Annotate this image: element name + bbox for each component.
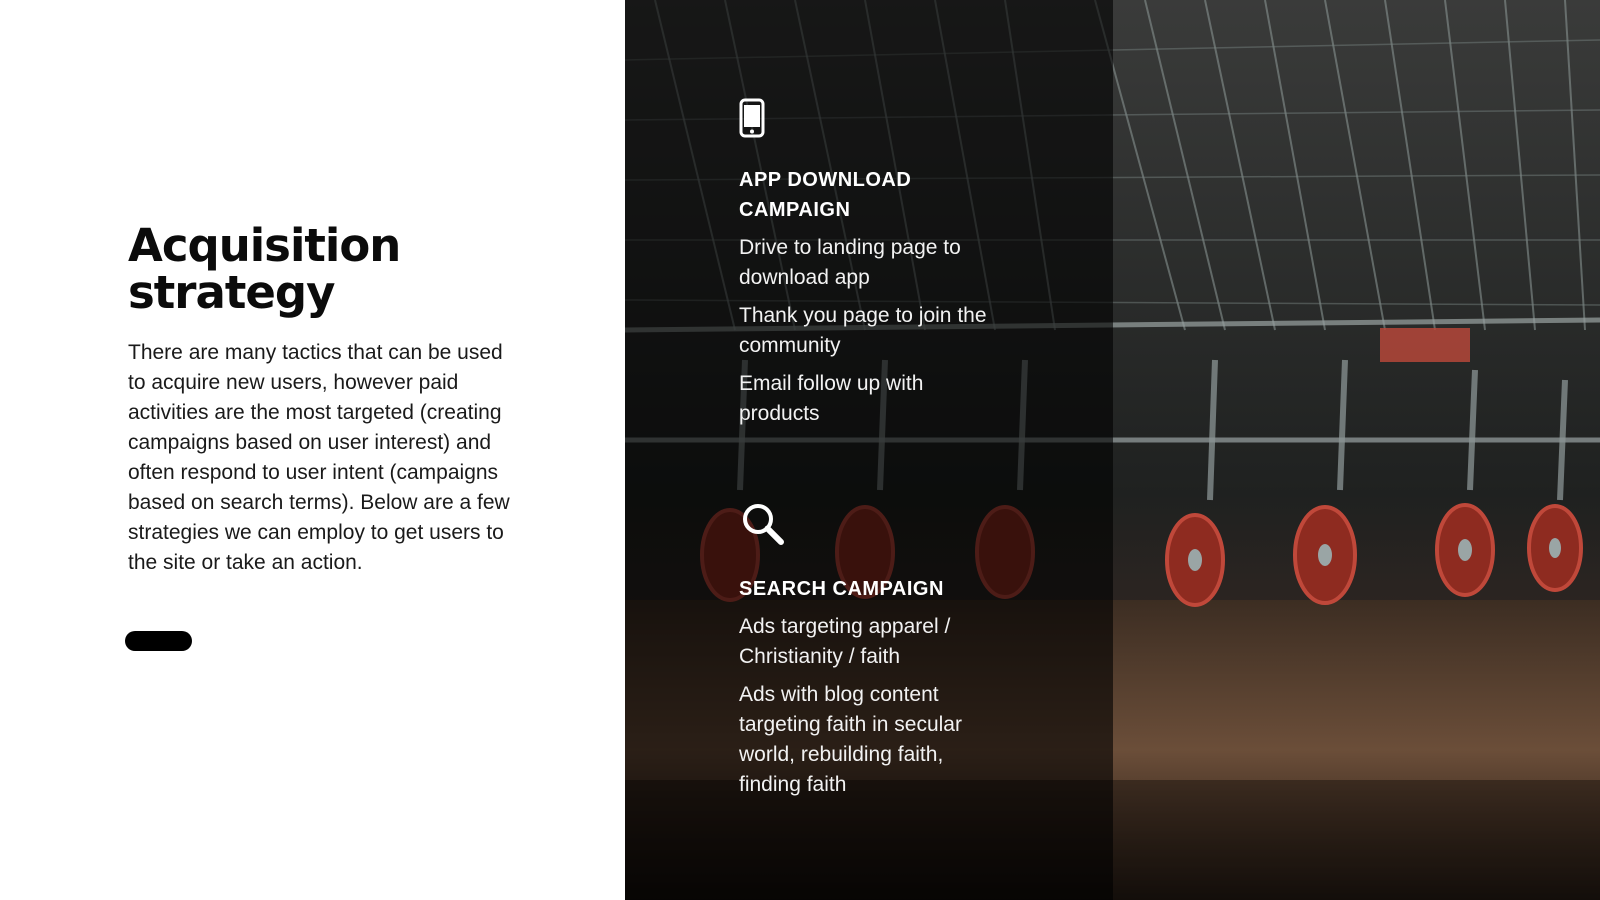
campaign-heading: APP DOWNLOAD CAMPAIGN [739, 169, 912, 221]
smartphone-icon [739, 98, 765, 143]
campaign-item: Thank you page to join the community [739, 304, 987, 357]
slide-title: Acquisition strategy [128, 219, 401, 319]
campaign-heading: SEARCH CAMPAIGN [739, 578, 944, 600]
campaign-item: Ads targeting apparel / Christianity / faith [739, 615, 951, 668]
slide-description: There are many tactics that can be used to acquire new users, however paid activities are the most targeted (creating campaigns based on user interest) and often respond to user intent (campaigns based on search terms). Below are a few strategies we can employ to get users to the site or take an action. [128, 341, 510, 574]
campaign-item: Ads with blog content targeting faith in secular world, rebuilding faith, finding faith [739, 683, 962, 796]
search-icon [741, 502, 785, 551]
left-panel [0, 0, 625, 900]
decorative-pill [125, 631, 192, 651]
campaign-item: Email follow up with products [739, 372, 924, 425]
campaign-item: Drive to landing page to download app [739, 236, 961, 289]
